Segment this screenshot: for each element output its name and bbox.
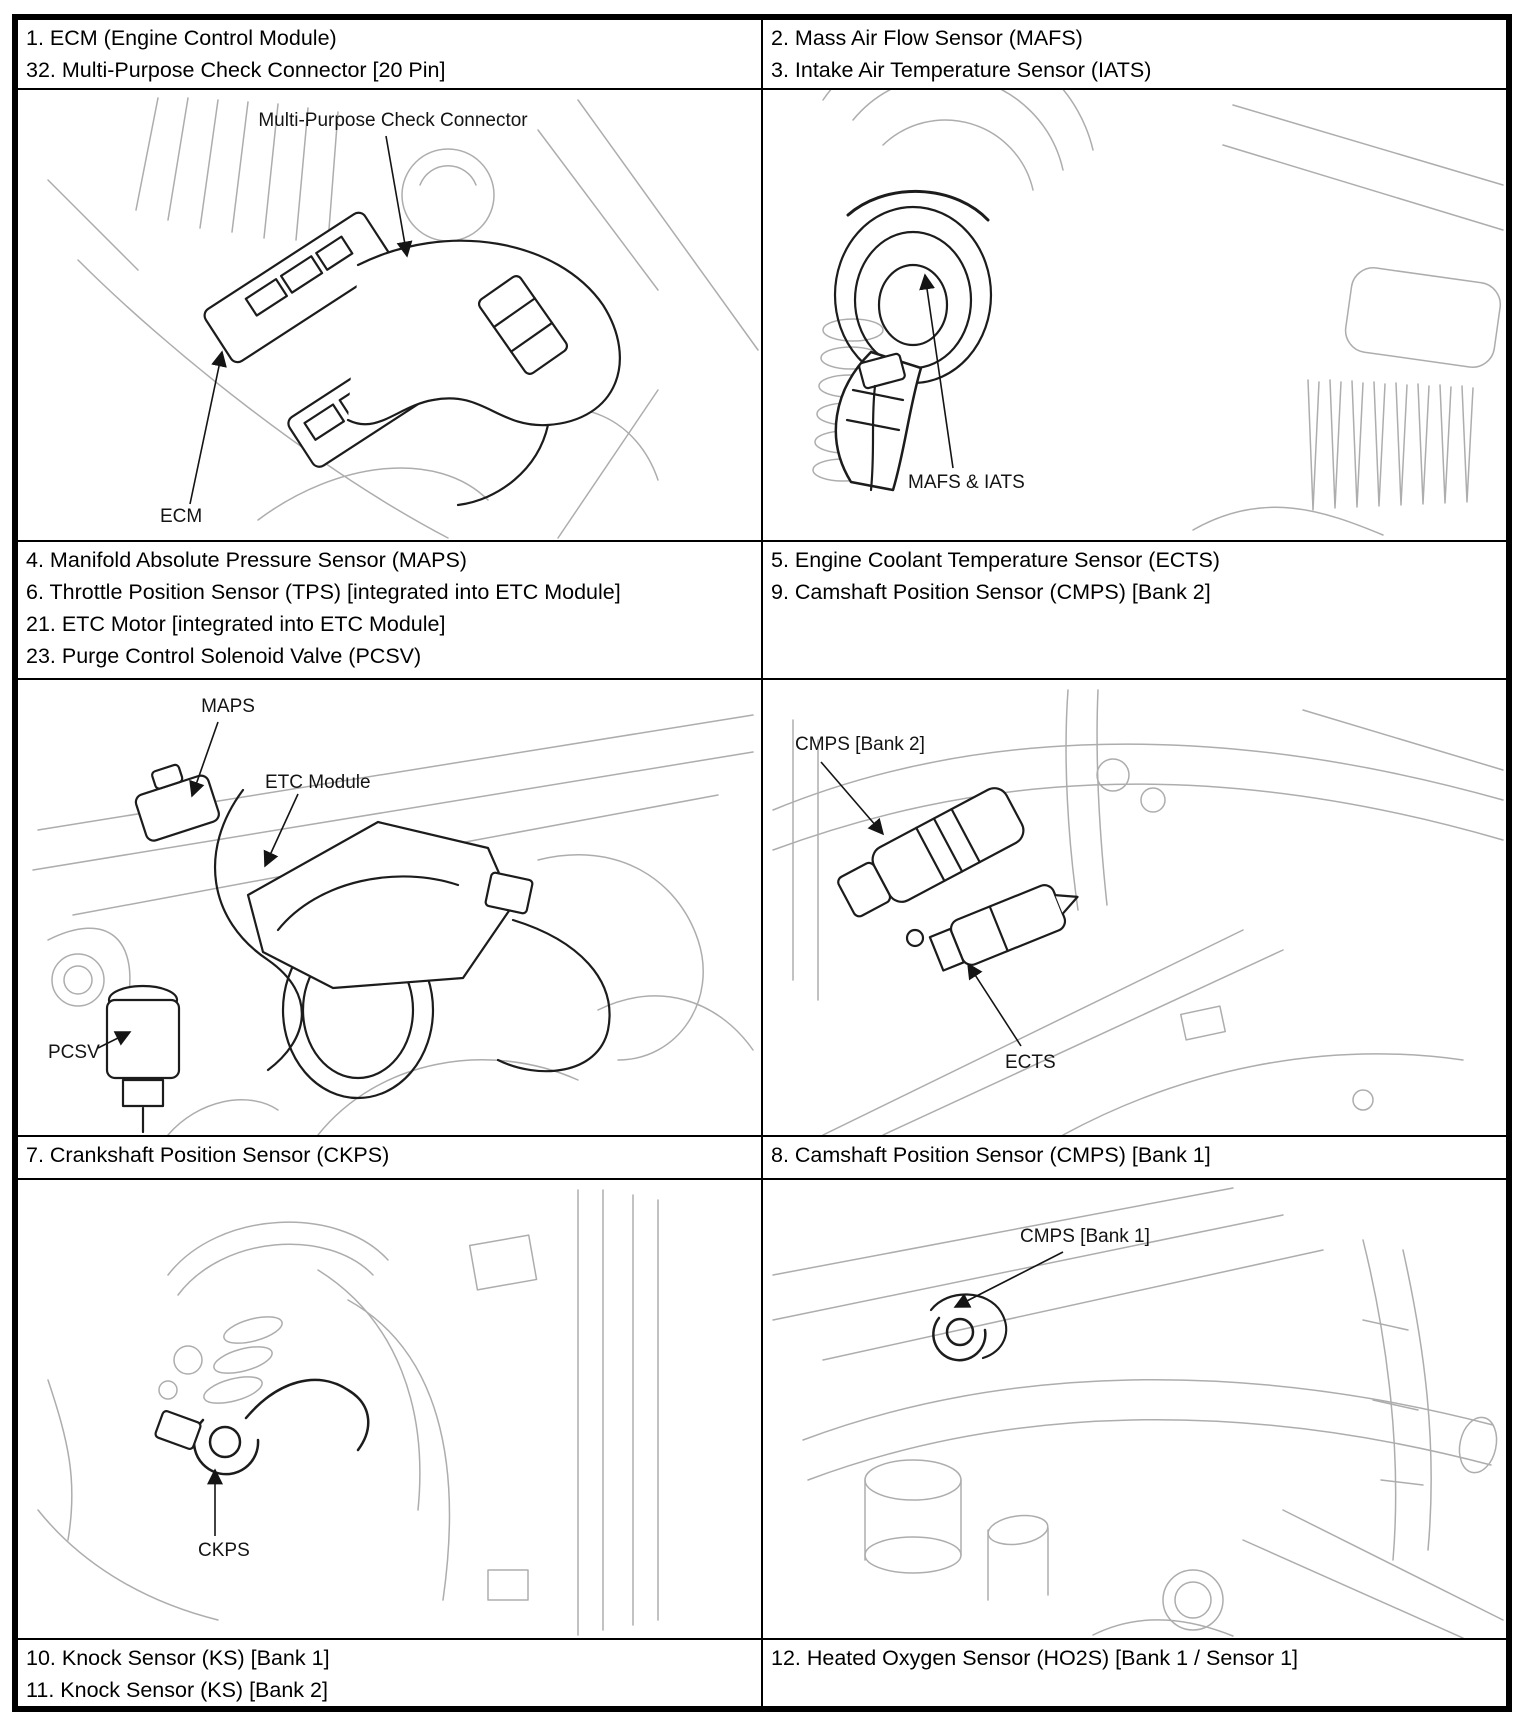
cell-ecm-text [18, 20, 761, 88]
cell-ho2s-text [763, 1640, 1506, 1706]
ects-arrow [968, 964, 1021, 1046]
maps-sensor-art [128, 756, 221, 842]
item-32-check-connector: 32. Multi-Purpose Check Connector [20 Pin] [26, 58, 446, 82]
cell-maps-tps-text [18, 542, 761, 678]
pcsv-label: PCSV [48, 1042, 100, 1063]
etc-module-arrow [265, 794, 298, 866]
ckps-diagram-figure [18, 1180, 761, 1638]
item-10-ks-bank1: 10. Knock Sensor (KS) [Bank 1] [26, 1646, 330, 1670]
item-21-etc-motor: 21. ETC Motor [integrated into ETC Module] [26, 612, 446, 636]
diagram-etc-module [18, 680, 761, 1135]
cell-mafs-text [763, 20, 1506, 88]
cmps2-diagram-figure [763, 680, 1506, 1135]
engine-block-line-art [773, 690, 1503, 1135]
cell-cmps1-text [763, 1137, 1506, 1178]
item-9-cmps-bank2: 9. Camshaft Position Sensor (CMPS) [Bank 2] [771, 580, 1211, 604]
ecm-label: ECM [160, 506, 203, 527]
item-1-ecm: 1. ECM (Engine Control Module) [26, 26, 337, 50]
item-6-tps: 6. Throttle Position Sensor (TPS) [integrated into ETC Module] [26, 580, 621, 604]
item-23-pcsv: 23. Purge Control Solenoid Valve (PCSV) [26, 644, 422, 668]
check-connector-label: Multi-Purpose Check Connector [258, 110, 528, 131]
mafs-iats-label: MAFS & IATS [908, 472, 1025, 493]
ecm-diagram-figure [18, 90, 761, 540]
item-8-cmps-bank1: 8. Camshaft Position Sensor (CMPS) [Bank 1] [771, 1143, 1211, 1167]
mafs-callouts [908, 275, 1025, 493]
pcsv-art [107, 986, 179, 1132]
diagram-cmps2-ects [763, 680, 1506, 1135]
cell-knock-sensor-text [18, 1640, 761, 1706]
item-4-maps: 4. Manifold Absolute Pressure Sensor (MAPS) [26, 548, 467, 572]
block-side-line-art [38, 1190, 658, 1635]
cell-ects-cmps2-text [763, 542, 1506, 678]
cmps1-diagram-figure [763, 1180, 1506, 1638]
mafs-iats-arrow [925, 275, 953, 468]
component-location-table [12, 14, 1512, 1712]
cmps1-label: CMPS [Bank 1] [1020, 1226, 1150, 1247]
item-5-ects: 5. Engine Coolant Temperature Sensor (ECTS) [771, 548, 1220, 572]
maps-label: MAPS [201, 696, 255, 717]
ckps-label: CKPS [198, 1540, 250, 1561]
item-12-ho2s: 12. Heated Oxygen Sensor (HO2S) [Bank 1 / Sensor 1] [771, 1646, 1299, 1670]
diagram-ecm [18, 90, 761, 540]
item-2-mafs: 2. Mass Air Flow Sensor (MAFS) [771, 26, 1083, 50]
ckps-component-art [154, 1380, 368, 1474]
item-11-ks-bank2: 11. Knock Sensor (KS) [Bank 2] [26, 1678, 328, 1702]
item-3-iats: 3. Intake Air Temperature Sensor (IATS) [771, 58, 1152, 82]
etc-diagram-figure [18, 680, 761, 1135]
ckps-callouts [198, 1470, 250, 1561]
ects-sensor-art [928, 875, 1087, 976]
check-connector-arrow [386, 136, 407, 256]
cmps2-label: CMPS [Bank 2] [795, 734, 925, 755]
diagram-cmps1 [763, 1180, 1506, 1638]
ects-label: ECTS [1005, 1052, 1056, 1073]
cam-cover-line-art [773, 1188, 1503, 1638]
diagram-mafs [763, 90, 1506, 540]
cell-ckps-text [18, 1137, 761, 1178]
etc-component-art [107, 756, 610, 1132]
ecm-component-art [202, 210, 620, 505]
cmps2-component-art [832, 783, 1086, 976]
air-cleaner-line-art [813, 90, 1503, 535]
item-7-ckps: 7. Crankshaft Position Sensor (CKPS) [26, 1143, 390, 1167]
diagram-ckps [18, 1180, 761, 1638]
etc-module-label: ETC Module [265, 772, 371, 793]
cmps2-arrow [821, 762, 883, 834]
mafs-diagram-figure [763, 90, 1506, 540]
